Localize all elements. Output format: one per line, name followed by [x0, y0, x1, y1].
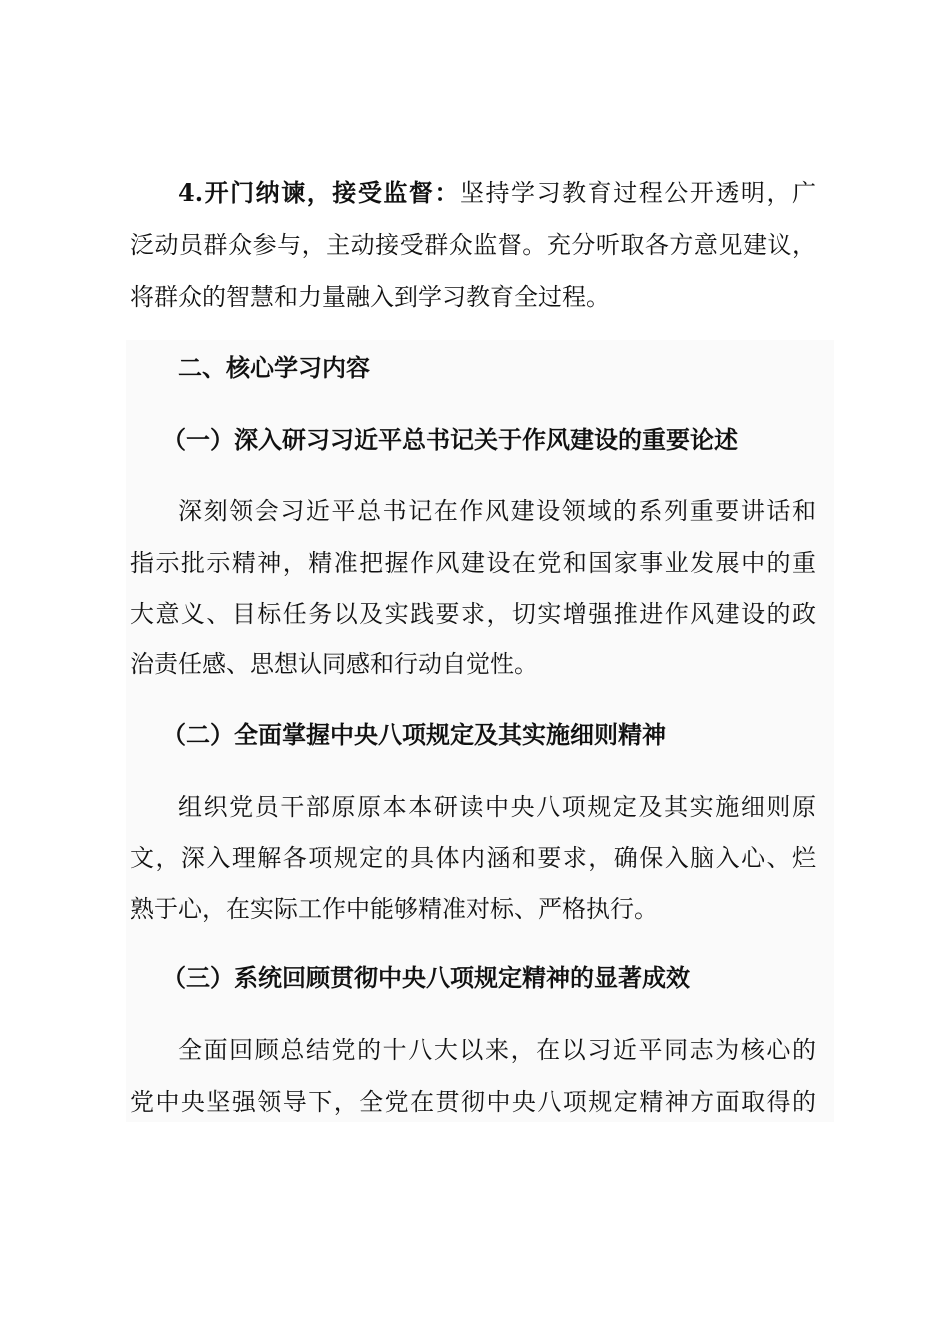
sub2-line1: 组织党员干部原原本本研读中央八项规定及其实施细则原	[178, 793, 816, 821]
sub1-line1: 深刻领会习近平总书记在作风建设领域的系列重要讲话和	[178, 497, 816, 525]
sub1-line2: 指示批示精神，精准把握作风建设在党和国家事业发展中的重	[130, 549, 816, 577]
sub3-title: （三）系统回顾贯彻中央八项规定精神的显著成效	[162, 963, 690, 992]
item4-line3: 将群众的智慧和力量融入到学习教育全过程。	[130, 283, 610, 311]
item4-line2: 泛动员群众参与，主动接受群众监督。充分听取各方意见建议，	[130, 231, 816, 259]
sub2-line3: 熟于心，在实际工作中能够精准对标、严格执行。	[130, 895, 658, 923]
sub3-line2: 党中央坚强领导下，全党在贯彻中央八项规定精神方面取得的	[130, 1088, 816, 1116]
sub2-line2: 文，深入理解各项规定的具体内涵和要求，确保入脑入心、烂	[130, 844, 816, 872]
sub3-line1: 全面回顾总结党的十八大以来，在以习近平同志为核心的	[178, 1036, 816, 1064]
item4-line1	[178, 176, 816, 210]
sub1-title: （一）深入研习习近平总书记关于作风建设的重要论述	[162, 425, 738, 454]
item4-heading: 4.开门纳谏，接受监督：	[178, 178, 460, 207]
item4-line1-text: 坚持学习教育过程公开透明，广	[459, 179, 816, 207]
section2-title: 二、核心学习内容	[178, 353, 370, 382]
sub2-title: （二）全面掌握中央八项规定及其实施细则精神	[162, 720, 666, 749]
sub1-line3: 大意义、目标任务以及实践要求，切实增强推进作风建设的政	[130, 600, 816, 628]
sub1-line4: 治责任感、思想认同感和行动自觉性。	[130, 650, 538, 678]
